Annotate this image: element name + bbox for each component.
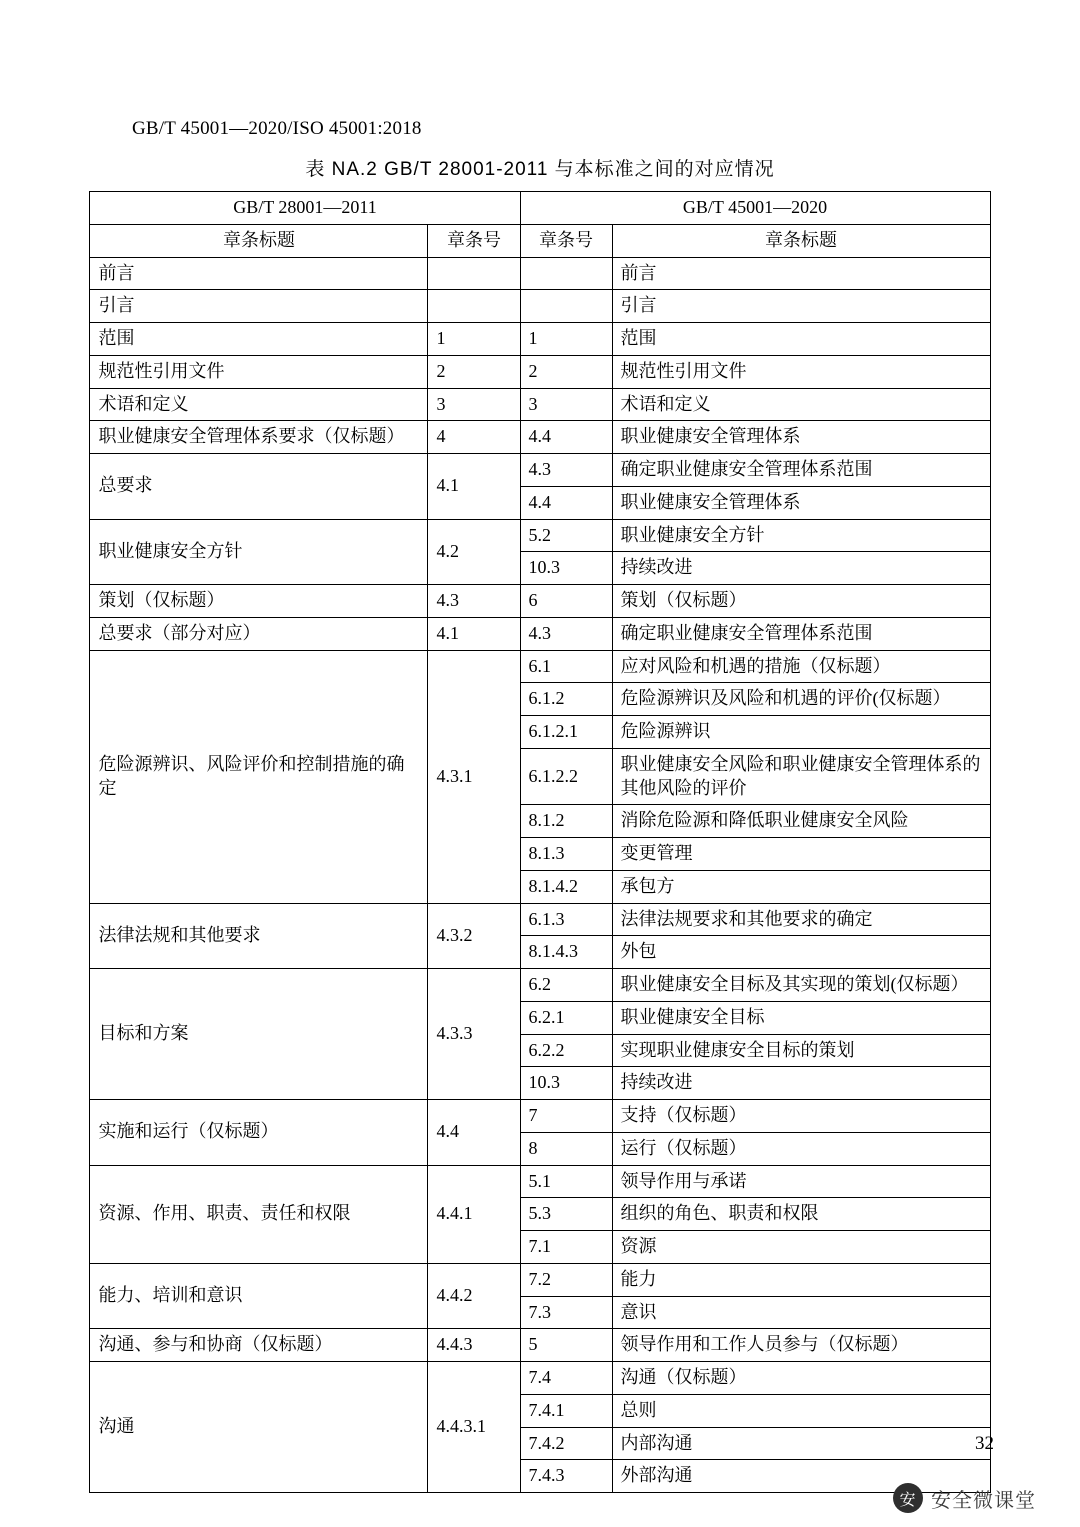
cell-right-number: 7.4.3 xyxy=(520,1460,612,1493)
column-header-right-num: 章条号 xyxy=(520,224,612,257)
cell-left-title: 职业健康安全方针 xyxy=(90,519,428,585)
cell-left-number: 2 xyxy=(428,355,520,388)
cell-right-number: 8.1.4.3 xyxy=(520,936,612,969)
cell-right-title: 沟通（仅标题） xyxy=(612,1362,990,1395)
table-row xyxy=(90,388,990,421)
cell-right-title: 内部沟通 xyxy=(612,1427,990,1460)
cell-right-title: 职业健康安全方针 xyxy=(612,519,990,552)
cell-right-number: 5.3 xyxy=(520,1198,612,1231)
cell-right-number xyxy=(520,290,612,323)
cell-left-number: 4 xyxy=(428,421,520,454)
cell-right-number: 6.1.2.1 xyxy=(520,716,612,749)
cell-right-number: 4.3 xyxy=(520,454,612,487)
cell-right-number: 6.2.2 xyxy=(520,1034,612,1067)
cell-left-title: 总要求 xyxy=(90,454,428,520)
cell-left-title: 总要求（部分对应） xyxy=(90,617,428,650)
column-header-left-title: 章条标题 xyxy=(90,224,428,257)
cell-right-title: 危险源辨识及风险和机遇的评价(仅标题） xyxy=(612,683,990,716)
cell-left-number: 1 xyxy=(428,323,520,356)
cell-left-number: 4.1 xyxy=(428,617,520,650)
cell-left-number: 3 xyxy=(428,388,520,421)
watermark xyxy=(893,1483,1036,1513)
cell-right-title: 职业健康安全目标 xyxy=(612,1001,990,1034)
table-row xyxy=(90,1362,990,1395)
cell-right-title: 总则 xyxy=(612,1394,990,1427)
cell-right-number: 5.1 xyxy=(520,1165,612,1198)
cell-left-title: 目标和方案 xyxy=(90,969,428,1100)
table-row xyxy=(90,290,990,323)
cell-right-number: 8 xyxy=(520,1132,612,1165)
cell-right-number xyxy=(520,257,612,290)
cell-right-title: 应对风险和机遇的措施（仅标题） xyxy=(612,650,990,683)
cell-left-number: 4.3 xyxy=(428,585,520,618)
column-header-right-title: 章条标题 xyxy=(612,224,990,257)
cell-right-number: 8.1.4.2 xyxy=(520,870,612,903)
cell-right-number: 5 xyxy=(520,1329,612,1362)
cell-right-title: 资源 xyxy=(612,1231,990,1264)
cell-left-title: 危险源辨识、风险评价和控制措施的确定 xyxy=(90,650,428,903)
cell-left-number: 4.4.1 xyxy=(428,1165,520,1263)
watermark-logo-icon: 安 xyxy=(893,1483,923,1513)
correspondence-table xyxy=(89,191,990,1493)
cell-left-number xyxy=(428,257,520,290)
cell-right-number: 5.2 xyxy=(520,519,612,552)
cell-right-title: 领导作用和工作人员参与（仅标题） xyxy=(612,1329,990,1362)
cell-left-title: 规范性引用文件 xyxy=(90,355,428,388)
cell-left-title: 法律法规和其他要求 xyxy=(90,903,428,969)
cell-right-title: 实现职业健康安全目标的策划 xyxy=(612,1034,990,1067)
cell-right-number: 6.1.2.2 xyxy=(520,748,612,805)
cell-right-number: 7.4.2 xyxy=(520,1427,612,1460)
cell-right-title: 确定职业健康安全管理体系范围 xyxy=(612,454,990,487)
cell-right-number: 6.1.2 xyxy=(520,683,612,716)
table-row xyxy=(90,1100,990,1133)
table-row xyxy=(90,1165,990,1198)
cell-left-number: 4.1 xyxy=(428,454,520,520)
cell-left-number: 4.4.2 xyxy=(428,1263,520,1329)
cell-right-title: 职业健康安全管理体系 xyxy=(612,421,990,454)
table-row xyxy=(90,969,990,1002)
cell-right-title: 外部沟通 xyxy=(612,1460,990,1493)
cell-right-title: 持续改进 xyxy=(612,552,990,585)
table-column-header-row xyxy=(90,224,990,257)
table-row xyxy=(90,257,990,290)
cell-right-number: 7.3 xyxy=(520,1296,612,1329)
table-row xyxy=(90,585,990,618)
cell-right-title: 外包 xyxy=(612,936,990,969)
cell-right-number: 7.2 xyxy=(520,1263,612,1296)
column-header-left-num: 章条号 xyxy=(428,224,520,257)
cell-right-number: 1 xyxy=(520,323,612,356)
cell-right-title: 变更管理 xyxy=(612,838,990,871)
cell-left-number xyxy=(428,290,520,323)
cell-left-number: 4.4 xyxy=(428,1100,520,1166)
table-row xyxy=(90,355,990,388)
table-row xyxy=(90,454,990,487)
cell-left-title: 前言 xyxy=(90,257,428,290)
cell-left-title: 范围 xyxy=(90,323,428,356)
cell-right-title: 支持（仅标题） xyxy=(612,1100,990,1133)
table-row xyxy=(90,1329,990,1362)
cell-right-title: 确定职业健康安全管理体系范围 xyxy=(612,617,990,650)
cell-right-number: 6 xyxy=(520,585,612,618)
table-row xyxy=(90,903,990,936)
cell-right-number: 8.1.2 xyxy=(520,805,612,838)
cell-right-title: 承包方 xyxy=(612,870,990,903)
table-group-header-row xyxy=(90,192,990,225)
cell-right-number: 6.2.1 xyxy=(520,1001,612,1034)
cell-right-number: 3 xyxy=(520,388,612,421)
cell-right-title: 职业健康安全风险和职业健康安全管理体系的其他风险的评价 xyxy=(612,748,990,805)
cell-left-number: 4.4.3 xyxy=(428,1329,520,1362)
cell-right-number: 4.4 xyxy=(520,421,612,454)
cell-right-number: 8.1.3 xyxy=(520,838,612,871)
cell-right-number: 7.1 xyxy=(520,1231,612,1264)
cell-right-number: 4.3 xyxy=(520,617,612,650)
cell-left-title: 引言 xyxy=(90,290,428,323)
cell-right-title: 组织的角色、职责和权限 xyxy=(612,1198,990,1231)
table-row xyxy=(90,617,990,650)
cell-left-number: 4.3.1 xyxy=(428,650,520,903)
cell-left-title: 职业健康安全管理体系要求（仅标题） xyxy=(90,421,428,454)
table-title: 表 NA.2 GB/T 28001-2011 与本标准之间的对应情况 xyxy=(305,159,775,180)
cell-right-title: 引言 xyxy=(612,290,990,323)
table-row xyxy=(90,1263,990,1296)
cell-left-number: 4.4.3.1 xyxy=(428,1362,520,1493)
table-row xyxy=(90,650,990,683)
cell-right-title: 范围 xyxy=(612,323,990,356)
cell-right-title: 前言 xyxy=(612,257,990,290)
cell-right-number: 6.1.3 xyxy=(520,903,612,936)
cell-right-title: 持续改进 xyxy=(612,1067,990,1100)
cell-right-number: 6.2 xyxy=(520,969,612,1002)
table-body xyxy=(90,257,990,1493)
table-row xyxy=(90,421,990,454)
cell-right-title: 职业健康安全管理体系 xyxy=(612,486,990,519)
cell-right-title: 意识 xyxy=(612,1296,990,1329)
cell-right-number: 10.3 xyxy=(520,1067,612,1100)
cell-right-title: 能力 xyxy=(612,1263,990,1296)
cell-right-number: 2 xyxy=(520,355,612,388)
table-row xyxy=(90,519,990,552)
cell-right-title: 运行（仅标题） xyxy=(612,1132,990,1165)
cell-left-title: 策划（仅标题） xyxy=(90,585,428,618)
watermark-label: 安全微课堂 xyxy=(931,1489,1036,1512)
cell-left-title: 资源、作用、职责、责任和权限 xyxy=(90,1165,428,1263)
cell-right-title: 领导作用与承诺 xyxy=(612,1165,990,1198)
cell-left-number: 4.3.3 xyxy=(428,969,520,1100)
group-header-right: GB/T 45001—2020 xyxy=(520,192,990,225)
cell-right-title: 术语和定义 xyxy=(612,388,990,421)
cell-right-title: 规范性引用文件 xyxy=(612,355,990,388)
cell-right-title: 法律法规要求和其他要求的确定 xyxy=(612,903,990,936)
cell-right-title: 危险源辨识 xyxy=(612,716,990,749)
cell-right-number: 10.3 xyxy=(520,552,612,585)
cell-right-number: 7.4.1 xyxy=(520,1394,612,1427)
cell-left-title: 能力、培训和意识 xyxy=(90,1263,428,1329)
table-row xyxy=(90,323,990,356)
cell-right-number: 7 xyxy=(520,1100,612,1133)
cell-left-number: 4.2 xyxy=(428,519,520,585)
group-header-left: GB/T 28001—2011 xyxy=(90,192,520,225)
cell-right-title: 策划（仅标题） xyxy=(612,585,990,618)
cell-right-number: 7.4 xyxy=(520,1362,612,1395)
cell-left-title: 沟通 xyxy=(90,1362,428,1493)
cell-left-title: 实施和运行（仅标题） xyxy=(90,1100,428,1166)
cell-right-title: 职业健康安全目标及其实现的策划(仅标题） xyxy=(612,969,990,1002)
cell-left-title: 术语和定义 xyxy=(90,388,428,421)
document-header: GB/T 45001—2020/ISO 45001:2018 xyxy=(132,118,422,139)
cell-left-number: 4.3.2 xyxy=(428,903,520,969)
table-header xyxy=(90,192,990,258)
cell-right-number: 4.4 xyxy=(520,486,612,519)
page-number: 32 xyxy=(975,1433,994,1454)
cell-right-title: 消除危险源和降低职业健康安全风险 xyxy=(612,805,990,838)
cell-right-number: 6.1 xyxy=(520,650,612,683)
cell-left-title: 沟通、参与和协商（仅标题） xyxy=(90,1329,428,1362)
